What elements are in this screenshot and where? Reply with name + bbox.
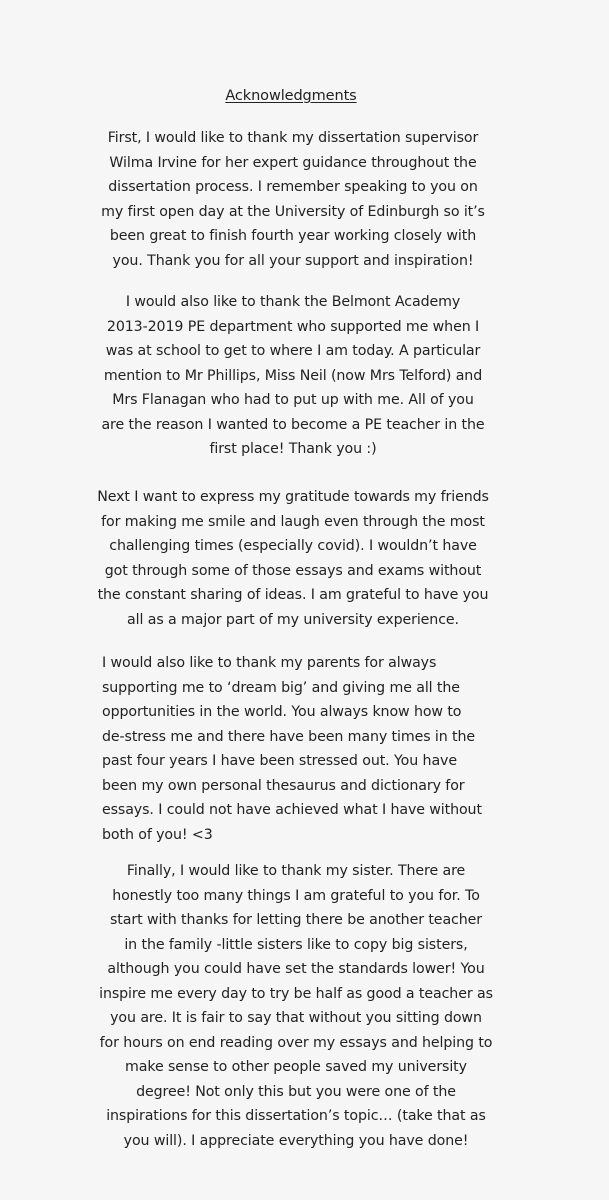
text-line: the constant sharing of ideas. I am grateful to have you [97,587,489,603]
text-line: been my own personal thesaurus and dictionary for [102,777,465,794]
text-line: dissertation process. I remember speaking to you on [108,179,478,195]
text-line: you are. It is fair to say that without you sitting down [110,1010,482,1026]
text-line: opportunities in the world. You always know how to [102,704,462,720]
text-line: I would also like to thank the Belmont Academy [125,294,461,310]
text-line: my first open day at the University of Edinburgh so it’s [101,203,485,220]
text-line: First, I would like to thank my dissertation supervisor [107,130,479,146]
paragraph-supervisor [98,126,488,273]
text-line: both of you! <3 [102,826,213,843]
text-line: de-stress me and there have been many times in the [102,728,476,745]
text-line: honestly too many things I am grateful to you for. To [112,887,480,904]
text-line: start with thanks for letting there be another teacher [109,912,482,928]
text-line: supporting me to ‘dream big’ and giving me all the [102,679,460,696]
text-line: Finally, I would like to thank my sister. There are [126,863,466,879]
text-line: you. Thank you for all your support and inspiration! [112,252,474,269]
text-line: make sense to other people saved my university [125,1059,467,1075]
text-line: I would also like to thank my parents for always [102,655,437,671]
text-line: past four years I have been stressed out. You have [102,753,457,769]
text-line: been great to finish fourth year working closely with [109,228,477,244]
text-line: Wilma Irvine for her expert guidance throughout the [109,154,477,171]
text-line: you will). I appreciate everything you have done! [123,1132,469,1149]
text-line: 2013-2019 PE department who supported me when I [106,318,480,335]
text-line: although you could have set the standards lower! You [107,961,485,977]
text-line: inspire me every day to try be half as good a teacher as [99,985,493,1002]
text-line: for making me smile and laugh even through the most [101,513,485,530]
text-line: for hours on end reading over my essays and helping to [99,1034,493,1051]
paragraph-pe-department [98,290,488,462]
text-line: degree! Not only this but you were one of the [136,1083,456,1100]
text-line: Mrs Flanagan who had to put up with me. All of you [112,392,474,408]
text-line: mention to Mr Phillips, Miss Neil (now Mrs Telford) and [103,367,483,384]
text-line: first place! Thank you :) [209,441,377,457]
text-line: essays. I could not have achieved what I have without [102,802,482,818]
text-line: Next I want to express my gratitude towards my friends [97,489,489,505]
acknowledgments-heading: Acknowledgments [225,88,357,104]
text-line: in the family -little sisters like to copy big sisters, [124,936,468,953]
paragraph-friends [95,485,491,632]
text-line: inspirations for this dissertation’s topic… (take that as [106,1108,486,1124]
paragraph-sister [98,859,494,1153]
text-line: challenging times (especially covid). I wouldn’t have [109,538,477,554]
text-line: all as a major part of my university experience. [127,611,459,628]
paragraph-parents [102,651,482,847]
text-line: are the reason I wanted to become a PE teacher in the [101,416,485,433]
text-line: was at school to get to where I am today. A particular [105,343,481,359]
text-line: got through some of those essays and exams without [104,562,482,579]
